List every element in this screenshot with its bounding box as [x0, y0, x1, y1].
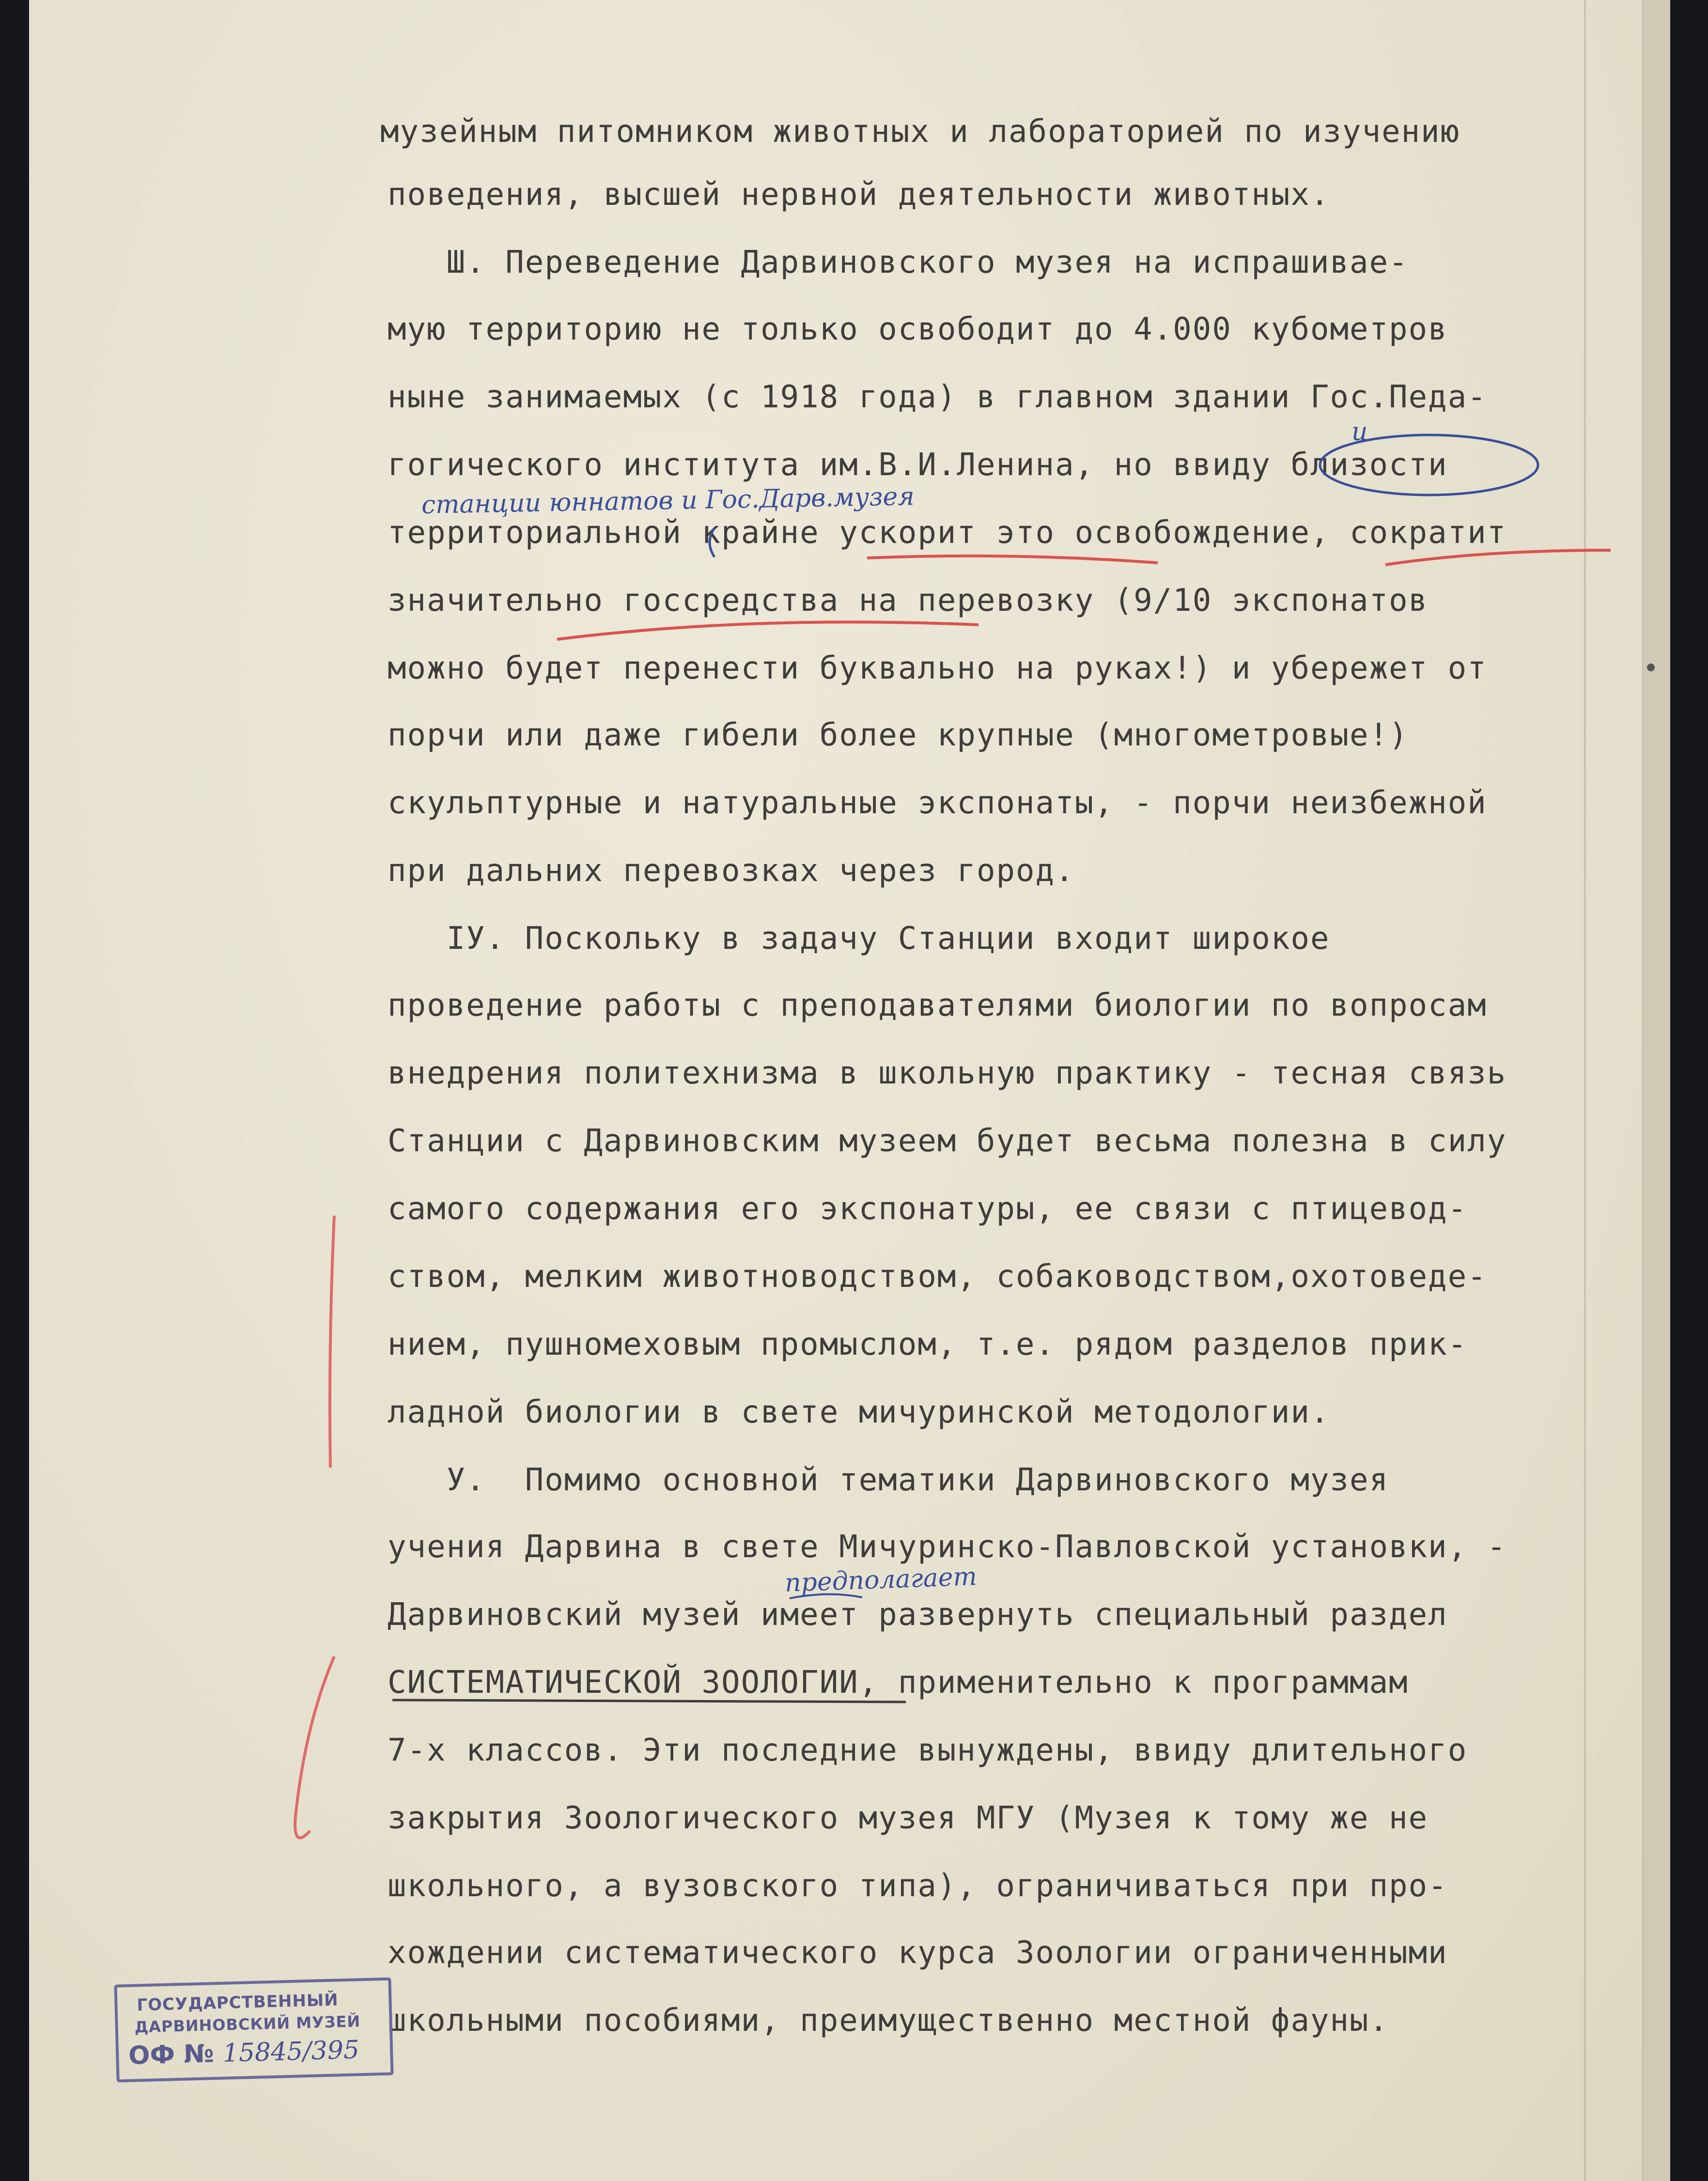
text-line: порчи или даже гибели более крупные (многометровые!)	[388, 717, 1409, 753]
underline-mark	[867, 556, 1158, 563]
text-line: при дальних перевозках через город.	[388, 853, 1075, 889]
text-line: проведение работы с преподавателями биологии по вопросам	[388, 988, 1487, 1023]
text-line: закрытия Зоологического музея МГУ (Музея к тому же не	[388, 1800, 1429, 1836]
text-line: IУ. Поскольку в задачу Станции входит широкое	[388, 921, 1330, 957]
ink-dot	[1647, 664, 1655, 671]
stamp-inventory	[128, 2035, 360, 2070]
text-line: У. Помимо основной тематики Дарвиновского музея	[388, 1462, 1389, 1498]
underline-mark	[1385, 550, 1611, 565]
text-line: 7-х классов. Эти последние вынуждены, ввиду длительного	[388, 1732, 1468, 1768]
strike-mark	[790, 1594, 862, 1598]
stamp-line: ГОСУДАРСТВЕННЫЙ	[137, 1990, 339, 2015]
handwritten-insert: станции юннатов и Гос.Дарв.музея	[421, 482, 915, 520]
text-line: ныне занимаемых (с 1918 года) в главном здании Гос.Педа-	[388, 379, 1487, 415]
text-line: музейным питомником животных и лабораторией по изучению	[380, 114, 1460, 150]
stamp-prefix: ОФ №	[128, 2039, 215, 2071]
text-line: школьными пособиями, преимущественно местной фауны.	[388, 2003, 1389, 2039]
stamp-line: ДАРВИНОВСКИЙ МУЗЕЙ	[134, 2012, 361, 2037]
text-line: самого содержания его экспонатуры, ее связи с птицевод-	[388, 1191, 1468, 1227]
underline-mark	[557, 622, 978, 639]
museum-stamp	[114, 1978, 393, 2083]
text-line: СИСТЕМАТИЧЕСКОЙ ЗООЛОГИИ, применительно к программам	[388, 1665, 1409, 1701]
text-line: нием, пушномеховым промыслом, т.е. рядом разделов прик-	[388, 1327, 1468, 1362]
text-line: территориальной крайне ускорит это освобождение, сократит	[388, 515, 1507, 551]
stamp-number: 15845/395	[222, 2035, 360, 2068]
text-line: Станции с Дарвиновским музеем будет весьма полезна в силу	[388, 1123, 1507, 1159]
handwritten-insert: предполагает	[784, 1562, 978, 1598]
handwritten-insert: и	[1351, 418, 1368, 447]
text-line: значительно госсредства на перевозку (9/10 экспонатов	[388, 583, 1429, 619]
underline-mark	[392, 1700, 906, 1702]
text-line: школьного, а вузовского типа), ограничиваться при про-	[388, 1868, 1448, 1904]
text-line: мую территорию не только освободит до 4.000 кубометров	[388, 311, 1448, 347]
text-line: хождении систематического курса Зоологии ограниченными	[388, 1935, 1448, 1971]
margin-line	[330, 1216, 334, 1468]
margin-line	[295, 1656, 334, 1838]
text-line: Ш. Переведение Дарвиновского музея на испрашивае-	[388, 245, 1409, 280]
text-line: Дарвиновский музей имеет развернуть специальный раздел	[388, 1597, 1448, 1633]
text-line: внедрения политехнизма в школьную практику - тесная связь	[388, 1055, 1507, 1091]
text-line: учения Дарвина в свете Мичуринско-Павловской установки, -	[388, 1529, 1507, 1565]
text-line: поведения, высшей нервной деятельности животных.	[388, 177, 1330, 213]
circle-mark	[1320, 435, 1538, 495]
text-line: ством, мелким животноводством, собаководством,охотоведе-	[388, 1259, 1487, 1295]
text-line: ладной биологии в свете мичуринской методологии.	[388, 1394, 1330, 1430]
text-line: гогического института им.В.И.Ленина, но ввиду близости	[388, 447, 1448, 483]
text-line: можно будет перенести буквально на руках!) и убережет от	[388, 650, 1487, 686]
text-line: скульптурные и натуральные экспонаты, - порчи неизбежной	[388, 785, 1487, 821]
bracket-mark	[710, 528, 714, 557]
